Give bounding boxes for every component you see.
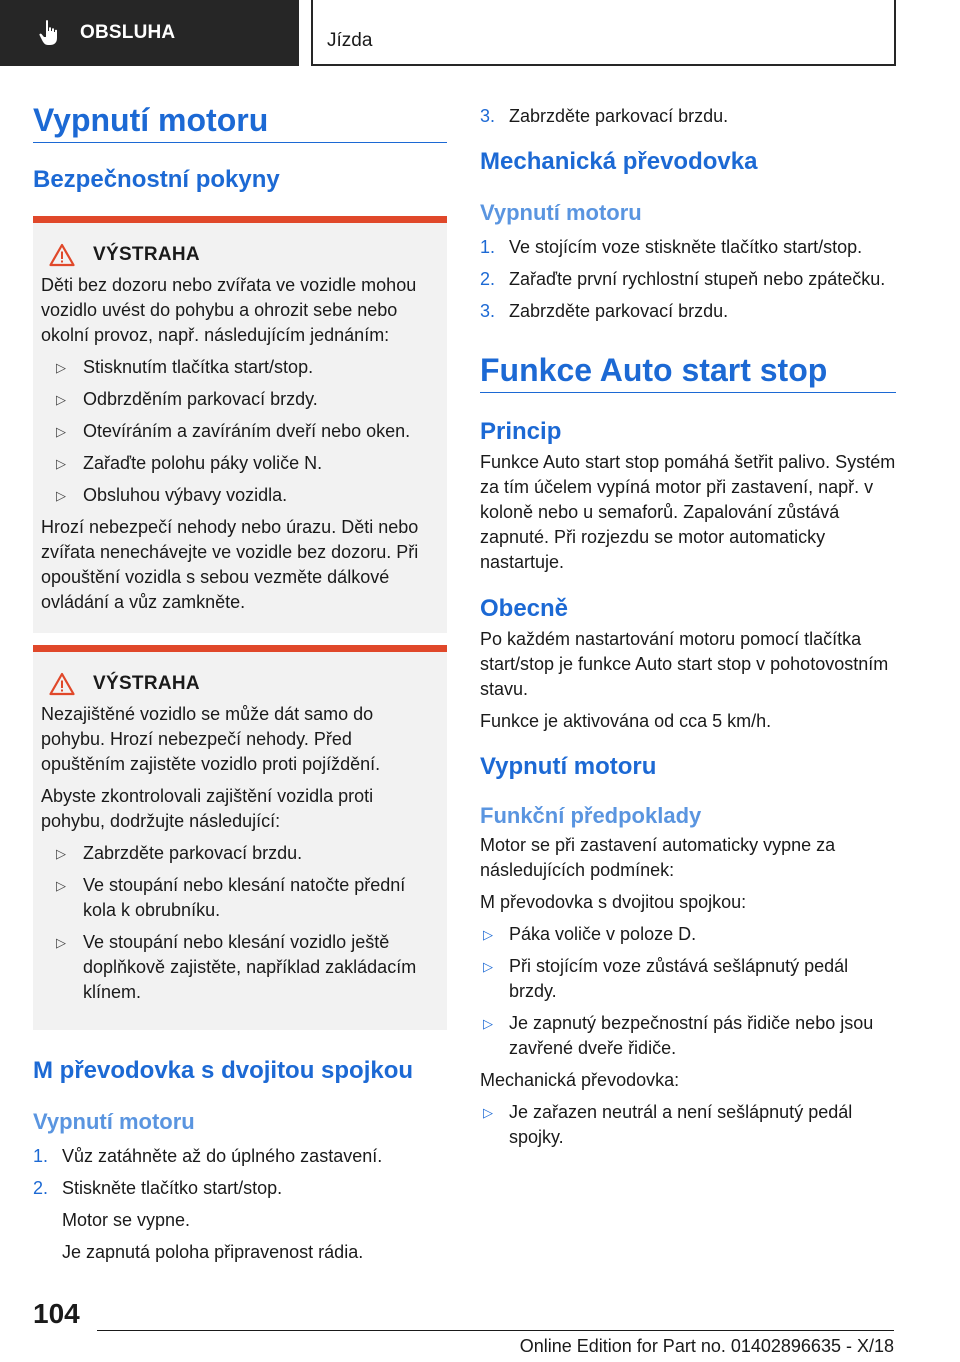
triangle-bullet-icon: ▷ bbox=[56, 392, 66, 407]
general-text: Funkce je aktivována od cca 5 km/h. bbox=[480, 711, 772, 731]
manual-heading: Mechanická převodovka bbox=[480, 148, 758, 175]
triangle-bullet-icon: ▷ bbox=[483, 1105, 493, 1120]
warning-intro: Děti bez dozoru nebo zvířata ve vozidle mohou vozidlo uvést do pohybu a ohrozit sebe nebo okolní provoz, např. následujícím jednáním: bbox=[41, 275, 417, 345]
requirements-text: Mechanická převodovka: bbox=[480, 1070, 680, 1090]
list-item: 1. Vůz zatáhněte až do úplného zastavení. bbox=[33, 1146, 383, 1166]
triangle-bullet-icon: ▷ bbox=[56, 456, 66, 471]
section-label: OBSLUHA bbox=[80, 22, 176, 43]
list-item: ▷ Při stojícím voze zůstává sešlápnutý pedál brzdy. bbox=[483, 956, 849, 1001]
warning-label: VÝSTRAHA bbox=[93, 244, 200, 265]
warning-box bbox=[33, 645, 447, 1030]
warning-triangle-icon bbox=[49, 243, 75, 267]
list-item: ▷ Zařaďte polohu páky voliče N. bbox=[41, 451, 439, 476]
hand-pointer-icon bbox=[38, 18, 64, 48]
list-item: ▷ Ve stoupání nebo klesání natočte přední kola k obrubníku. bbox=[56, 875, 406, 920]
triangle-bullet-icon: ▷ bbox=[483, 927, 493, 942]
chapter-tab bbox=[311, 0, 896, 66]
triangle-bullet-icon: ▷ bbox=[483, 959, 493, 974]
manual-subheading: Vypnutí motoru bbox=[480, 200, 642, 225]
list-item: 2. Stiskněte tlačítko start/stop. Motor se vypne. Je zapnutá poloha připravenost rádia. bbox=[33, 1176, 447, 1265]
list-item: ▷ Zabrzděte parkovací brzdu. bbox=[41, 841, 439, 866]
list-item: ▷ Je zařazen neutrál a není sešlápnutý pedál spojky. bbox=[483, 1102, 853, 1147]
list-item: ▷ Obsluhou výbavy vozidla. bbox=[41, 483, 439, 508]
requirements-list bbox=[480, 922, 896, 1061]
triangle-bullet-icon: ▷ bbox=[56, 360, 66, 375]
list-item: ▷ Otevíráním a zavíráním dveří nebo oken. bbox=[41, 419, 439, 444]
manual-steps bbox=[480, 235, 896, 324]
requirements-text: M převodovka s dvojitou spojkou: bbox=[480, 892, 747, 912]
list-item: ▷ Ve stoupání nebo klesání vozidlo ještě doplňkově zajistěte, například zakládacím klínem. bbox=[56, 932, 417, 1002]
dct-steps bbox=[33, 1144, 447, 1265]
auto-start-stop-title: Funkce Auto start stop bbox=[480, 350, 896, 393]
requirements-list bbox=[480, 1100, 896, 1150]
warning-outro: Hrozí nebezpečí nehody nebo úrazu. Děti nebo zvířata nenechávejte ve vozidle bez dozoru. Při opouštění vozidla s sebou vezměte dálkové ovládání a vůz zamkněte. bbox=[41, 517, 419, 612]
dct-steps-continued bbox=[480, 104, 896, 129]
list-item: 2. Zařaďte první rychlostní stupeň nebo zpátečku. bbox=[480, 269, 886, 289]
chapter-label: Jízda bbox=[327, 30, 373, 51]
step-note: Je zapnutá poloha připravenost rádia. bbox=[62, 1242, 364, 1262]
list-item: ▷ Stisknutím tlačítka start/stop. bbox=[41, 355, 439, 380]
triangle-bullet-icon: ▷ bbox=[56, 878, 66, 893]
warning-label: VÝSTRAHA bbox=[93, 673, 200, 694]
footer-divider bbox=[97, 1330, 894, 1331]
list-item: 3. Zabrzděte parkovací brzdu. bbox=[480, 106, 729, 126]
principle-text: Funkce Auto start stop pomáhá šetřit palivo. Systém za tím účelem vypíná motor při zastavení, např. v koloně nebo u semaforů. Zapalování zůstává zapnuté. Při rozjezdu se motor automaticky nastartuje. bbox=[480, 452, 896, 572]
triangle-bullet-icon: ▷ bbox=[56, 935, 66, 950]
triangle-bullet-icon: ▷ bbox=[56, 488, 66, 503]
list-item: 1. Ve stojícím voze stiskněte tlačítko start/stop. bbox=[480, 237, 863, 257]
warning-text: Nezajištěné vozidlo se může dát samo do pohybu. Hrozí nebezpečí nehody. Před opuštěním zajistěte vozidlo proti pojíždění. bbox=[41, 704, 381, 774]
warning-triangle-icon bbox=[49, 672, 75, 696]
warning-box bbox=[33, 216, 447, 633]
section-tab bbox=[0, 0, 299, 66]
engine-off-heading: Vypnutí motoru bbox=[480, 753, 657, 780]
requirements-text: Motor se při zastavení automaticky vypne za následujících podmínek: bbox=[480, 835, 836, 880]
safety-heading: Bezpečnostní pokyny bbox=[33, 166, 280, 193]
warning-text: Abyste zkontrolovali zajištění vozidla proti pohybu, dodržujte následující: bbox=[41, 786, 374, 831]
general-heading: Obecně bbox=[480, 595, 569, 622]
page-header bbox=[0, 0, 960, 66]
triangle-bullet-icon: ▷ bbox=[56, 424, 66, 439]
list-item: ▷ Páka voliče v poloze D. bbox=[480, 922, 896, 947]
list-item: ▷ Je zapnutý bezpečnostní pás řidiče nebo jsou zavřené dveře řidiče. bbox=[483, 1013, 874, 1058]
dct-heading: M převodovka s dvojitou spojkou bbox=[33, 1057, 414, 1084]
warning-list bbox=[41, 841, 439, 1005]
general-text: Po každém nastartování motoru pomocí tlačítka start/stop je funkce Auto start stop v pohotovostním stavu. bbox=[480, 629, 889, 699]
triangle-bullet-icon: ▷ bbox=[483, 1016, 493, 1031]
list-item: 3. Zabrzděte parkovací brzdu. bbox=[480, 301, 729, 321]
requirements-subheading: Funkční předpoklady bbox=[480, 803, 702, 828]
section-title: Vypnutí motoru bbox=[33, 100, 447, 143]
list-item: ▷ Odbrzděním parkovací brzdy. bbox=[41, 387, 439, 412]
edition-note: Online Edition for Part no. 01402896635 - X/18 bbox=[519, 1336, 894, 1356]
dct-subheading: Vypnutí motoru bbox=[33, 1109, 195, 1134]
warning-header bbox=[41, 672, 439, 696]
warning-list bbox=[41, 355, 439, 508]
left-column bbox=[33, 100, 447, 1272]
triangle-bullet-icon: ▷ bbox=[56, 846, 66, 861]
step-note: Motor se vypne. bbox=[62, 1210, 191, 1230]
principle-heading: Princip bbox=[480, 418, 562, 445]
warning-header bbox=[41, 243, 439, 267]
page-number: 104 bbox=[33, 1298, 80, 1329]
right-column bbox=[480, 104, 896, 1157]
